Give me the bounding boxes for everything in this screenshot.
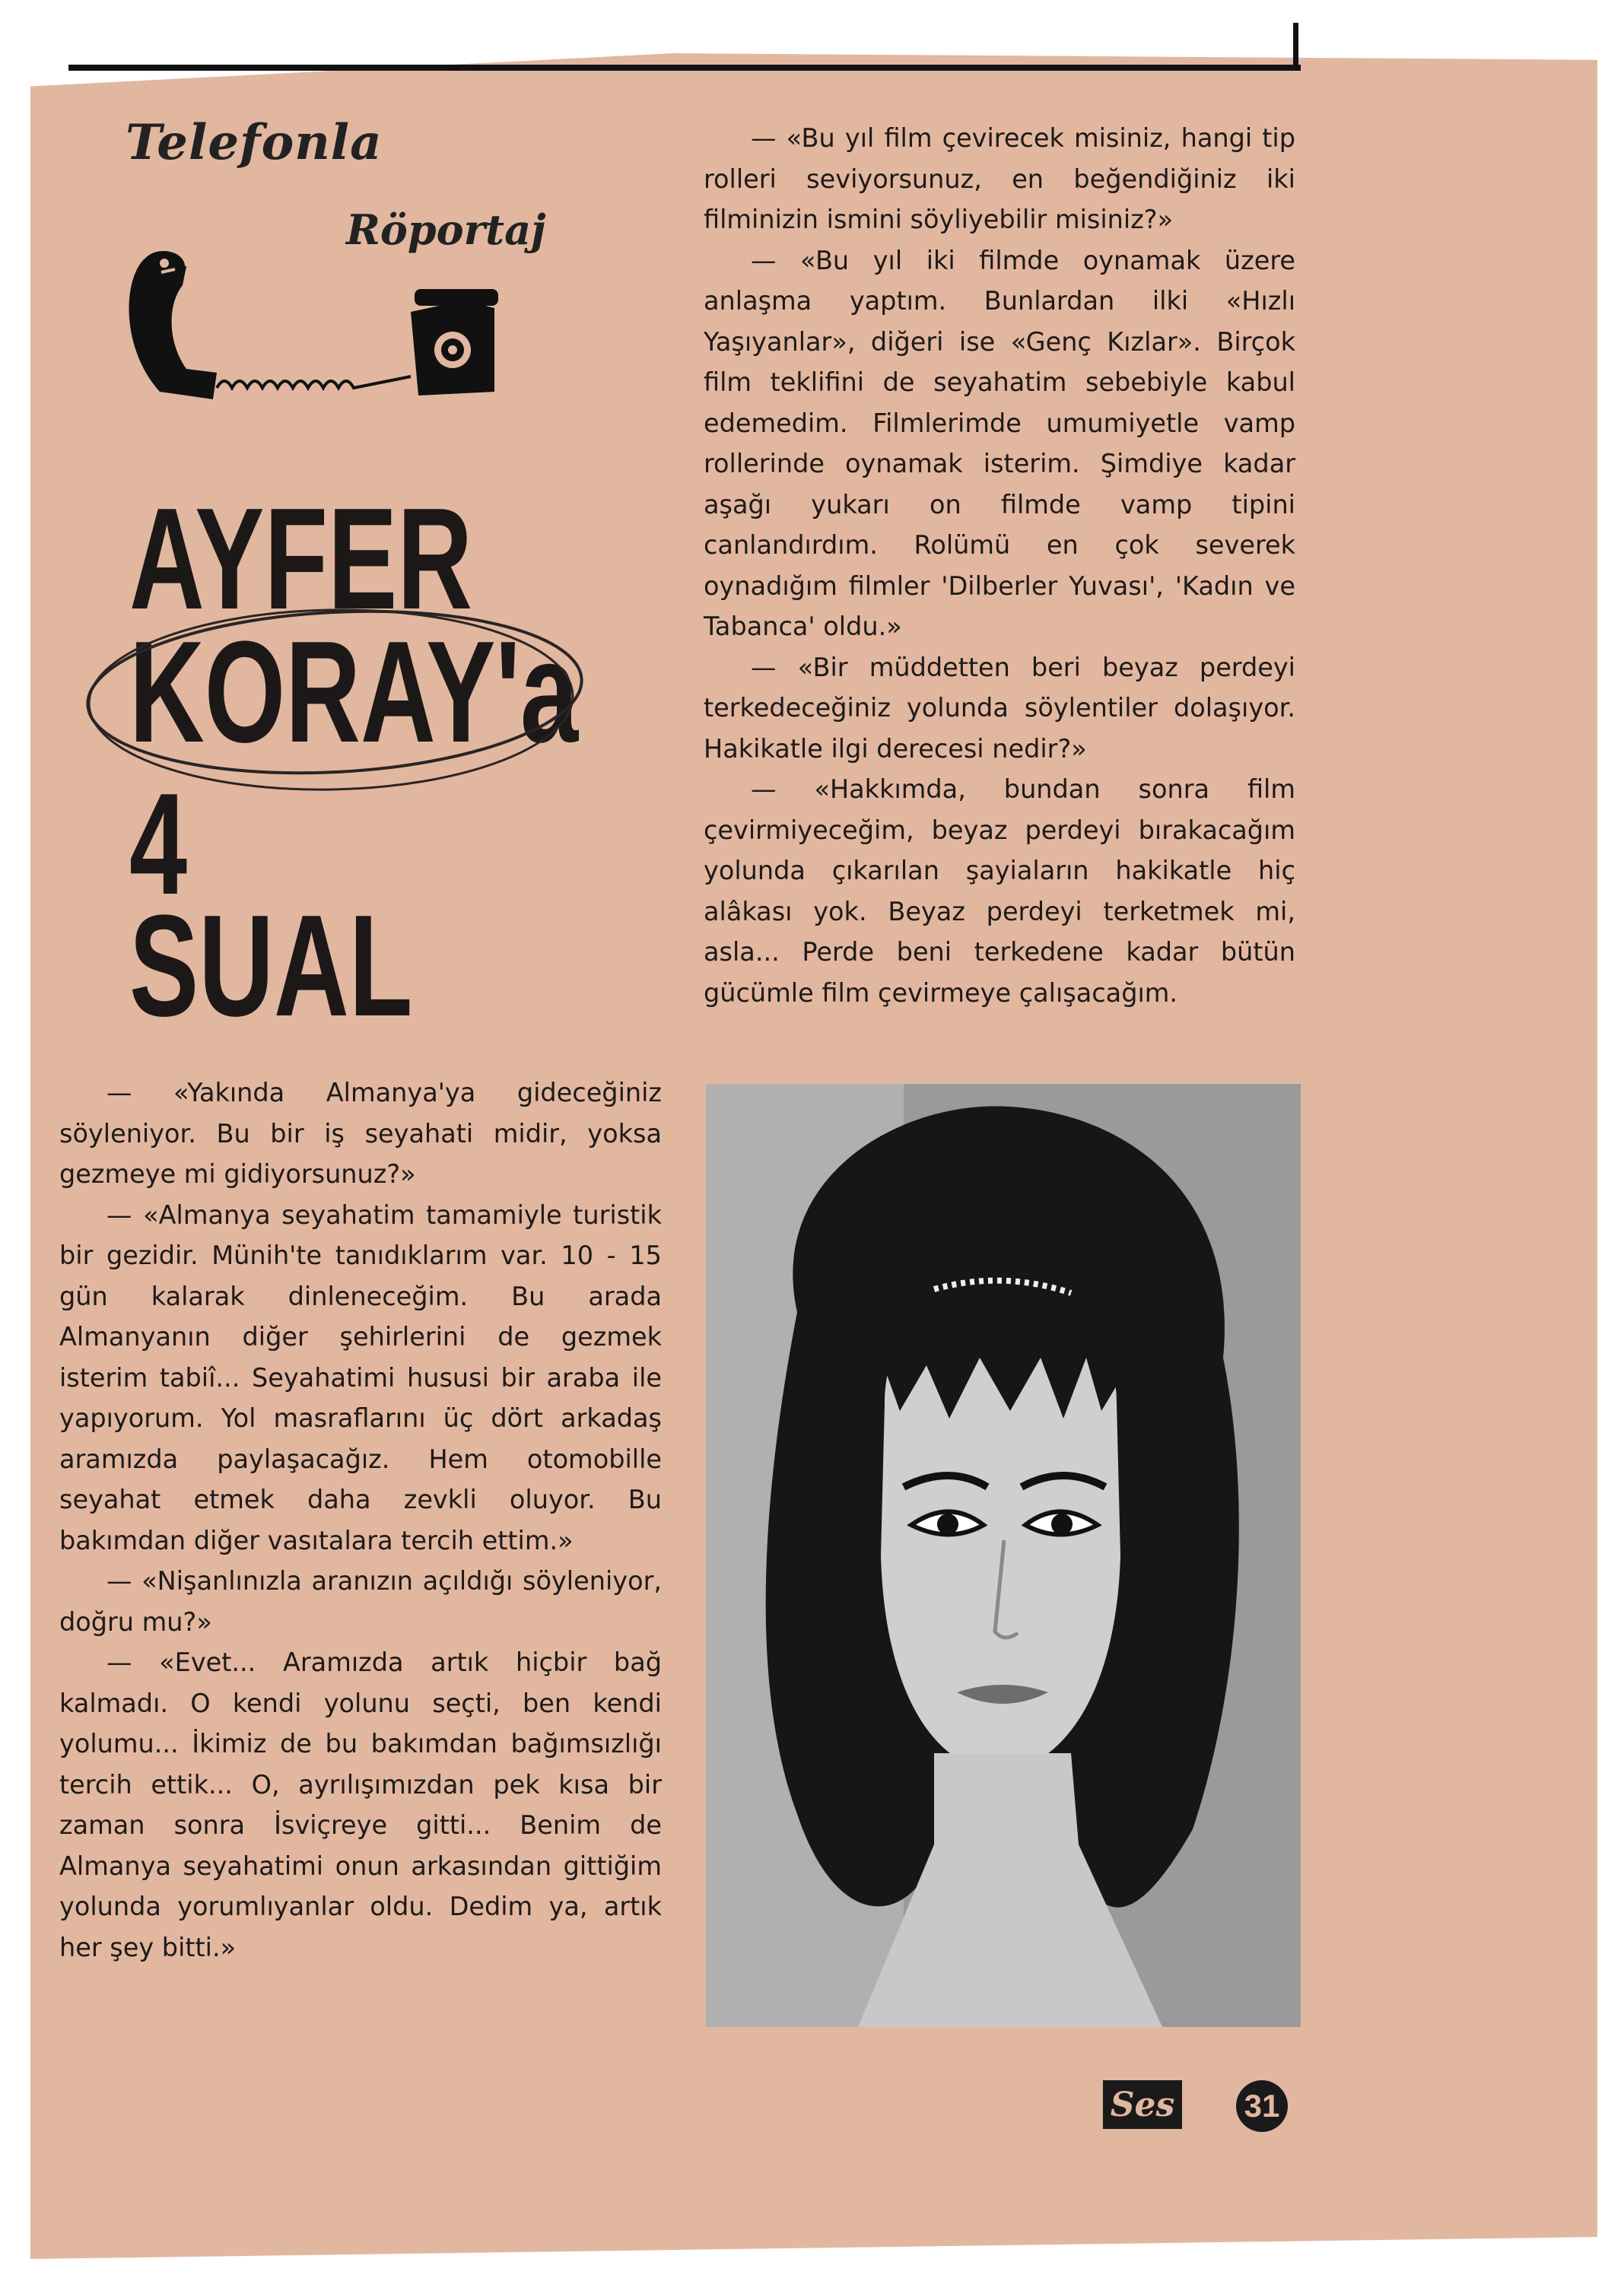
headline-sual: SUAL <box>129 885 413 1047</box>
top-rule-edge <box>1293 23 1298 70</box>
telephone-icon <box>114 236 601 418</box>
headline-number: 4 <box>129 764 188 925</box>
right-paragraph: — «Bu yıl iki filmde oynamak üzere anlaşma yaptım. Bunlardan ilki «Hızlı Yaşıyanlar», diğeri ise «Genç Kızlar». Birçok film teklifini de seyahatim sebebiyle kabul edemedim. Filmlerimde umumiyetle vamp rollerinde oynamak isterim. Şimdiye kadar aşağı yukarı on filmde vamp tipini canlandırdım. Rolümü en çok severek oynadığım filmler 'Dilberler Yuvası', 'Kadın ve Tabanca' oldu.» <box>704 245 1295 641</box>
left-paragraph: — «Almanya seyahatim tamamiyle turistik bir gezidir. Münih'te tanıdıklarım var. 10 - 15 gün kalarak dinleneceğim. Bu arada Almanyanın diğer şehirlerini de gezmek isterim tabiî... Seyahatimi hususi bir araba ile yapıyorum. Yol masraflarını üç dört arkadaş aramızda paylaşacağız. Hem otomobille seyahat etmek daha zevkli oluyor. Bu bakımdan diğer vasıtalara tercih ettim.» <box>59 1199 662 1555</box>
portrait-photo <box>706 1084 1301 2027</box>
left-paragraph: — «Yakında Almanya'ya gideceğiniz söyleniyor. Bu bir iş seyahati midir, yoksa gezmeye mi gidiyorsunuz?» <box>59 1078 662 1189</box>
hand-drawn-oval <box>76 593 593 821</box>
section-title-telefonla: Telefonla <box>126 114 383 171</box>
ses-logo: Ses <box>1103 2080 1182 2129</box>
left-text-column <box>59 1072 662 1968</box>
page-number-badge: 31 <box>1236 2080 1288 2132</box>
right-text-column <box>704 118 1295 1013</box>
left-paragraph: — «Evet... Aramızda artık hiçbir bağ kalmadı. O kendi yolunu seçti, ben kendi yolumu... İkimiz de bu bakımdan bağımsızlığı tercih ettik... O, ayrılışımızdan pek kısa bir zaman sonra İsviçreye gitti... Benim de Almanya seyahatimi onun arkasından gittiğim yolunda yorumlıyanlar oldu. Dedim ya, artık her şey bitti.» <box>59 1647 662 1962</box>
left-paragraph: — «Nişanlınızla aranızın açıldığı söyleniyor, doğru mu?» <box>59 1566 662 1637</box>
top-rule <box>68 65 1301 71</box>
headline-koray: KORAY'a <box>129 612 579 773</box>
right-paragraph: — «Bu yıl film çevirecek misiniz, hangi tip rolleri seviyorsunuz, en beğendiğiniz iki filminizin ismini söyliyebilir misiniz?» <box>704 123 1295 234</box>
right-paragraph: — «Bir müddetten beri beyaz perdeyi terkedeceğiniz yolunda söylentiler dolaşıyor. Hakikatle ilgi derecesi nedir?» <box>704 652 1295 764</box>
headline-ayfer: AYFER <box>129 478 473 640</box>
right-paragraph: — «Hakkımda, bundan sonra film çevirmiyeceğim, beyaz perdeyi bırakacağım yolunda çıkarılan şayiaların hakikatle hiç alâkası yok. Beyaz perdeyi terketmek mi, asla... Perde beni terkedene kadar bütün gücümle film çevirmeye çalışacağım. <box>704 774 1295 1008</box>
section-title-roportaj: Röportaj <box>346 205 546 254</box>
